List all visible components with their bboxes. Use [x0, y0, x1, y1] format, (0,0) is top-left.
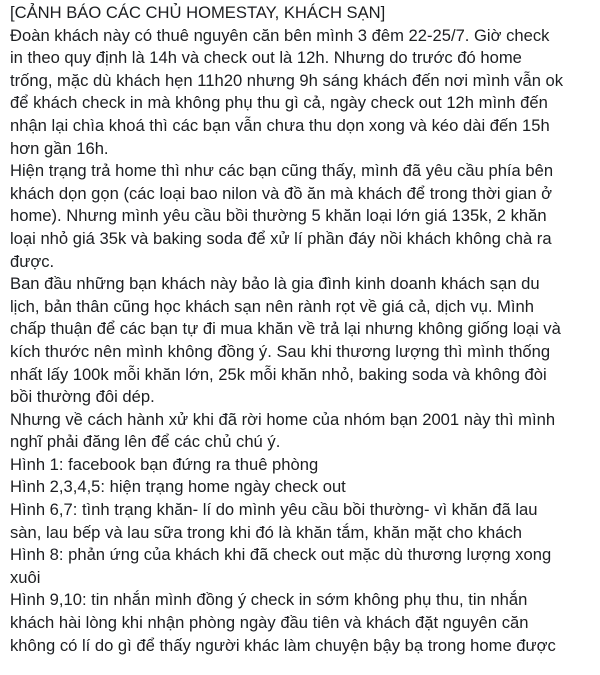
paragraph-reason-posting: Nhưng về cách hành xử khi đã rời home của nhóm bạn 2001 này thì mình nghĩ phải đăng lên để các chủ chú ý.	[10, 409, 556, 452]
post-title: [CẢNH BÁO CÁC CHỦ HOMESTAY, KHÁCH SẠN]	[10, 3, 386, 22]
caption-image-1: Hình 1: facebook bạn đứng ra thuê phòng	[10, 454, 319, 474]
caption-image-8: Hình 8: phản ứng của khách khi đã check out mặc dù thương lượng xong xuôi	[10, 545, 552, 587]
caption-images-9-10: Hình 9,10: tin nhắn mình đồng ý check in sớm không phụ thu, tin nhắn khách hài lòng khi nhận phòng ngày đầu tiên và khách đặt nguyên căn không có lí do gì để thấy người khác làm chuyện bậy bạ trong home được	[10, 590, 556, 655]
caption-images-2-5: Hình 2,3,4,5: hiện trạng home ngày check out	[10, 477, 346, 497]
post-body	[10, 2, 596, 657]
paragraph-checkout-condition: Hiện trạng trả home thì như các bạn cũng thấy, mình đã yêu cầu phía bên khách dọn gọn (các loại bao nilon và đồ ăn mà khách để trong thời gian ở home). Nhưng mình yêu cầu bồi thường 5 khăn loại lớn giá 135k, 2 khăn loại nhỏ giá 35k và baking soda để xử lí phần đáy nồi khách không chà ra được.	[10, 161, 554, 271]
paragraph-negotiation: Ban đầu những bạn khách này bảo là gia đình kinh doanh khách sạn du lịch, bản thân cũng học khách sạn nên rành rọt về giá cả, dịch vụ. Mình chấp thuận để các bạn tự đi mua khăn về trả lại nhưng không giống loại và kích thước nên mình không đồng ý. Sau khi thương lượng thì mình thống nhất lấy 100k mỗi khăn lớn, 25k mỗi khăn nhỏ, baking soda và không đòi bồi thường đôi dép.	[10, 274, 561, 407]
paragraph-booking-details: Đoàn khách này có thuê nguyên căn bên mình 3 đêm 22-25/7. Giờ check in theo quy định là 14h và check out là 12h. Nhưng do trước đó home trống, mặc dù khách hẹn 11h20 nhưng 9h sáng khách đến nơi mình vẫn ok để khách check in mà không phụ thu gì cả, ngày check out 12h mình đến nhận lại chìa khoá thì các bạn vẫn chưa thu dọn xong và kéo dài đến 15h hơn gần 16h.	[10, 25, 564, 158]
caption-images-6-7: Hình 6,7: tình trạng khăn- lí do mình yêu cầu bồi thường- vì khăn đã lau sàn, lau bếp và lau sữa trong khi đó là khăn tắm, khăn mặt cho khách	[10, 500, 538, 542]
